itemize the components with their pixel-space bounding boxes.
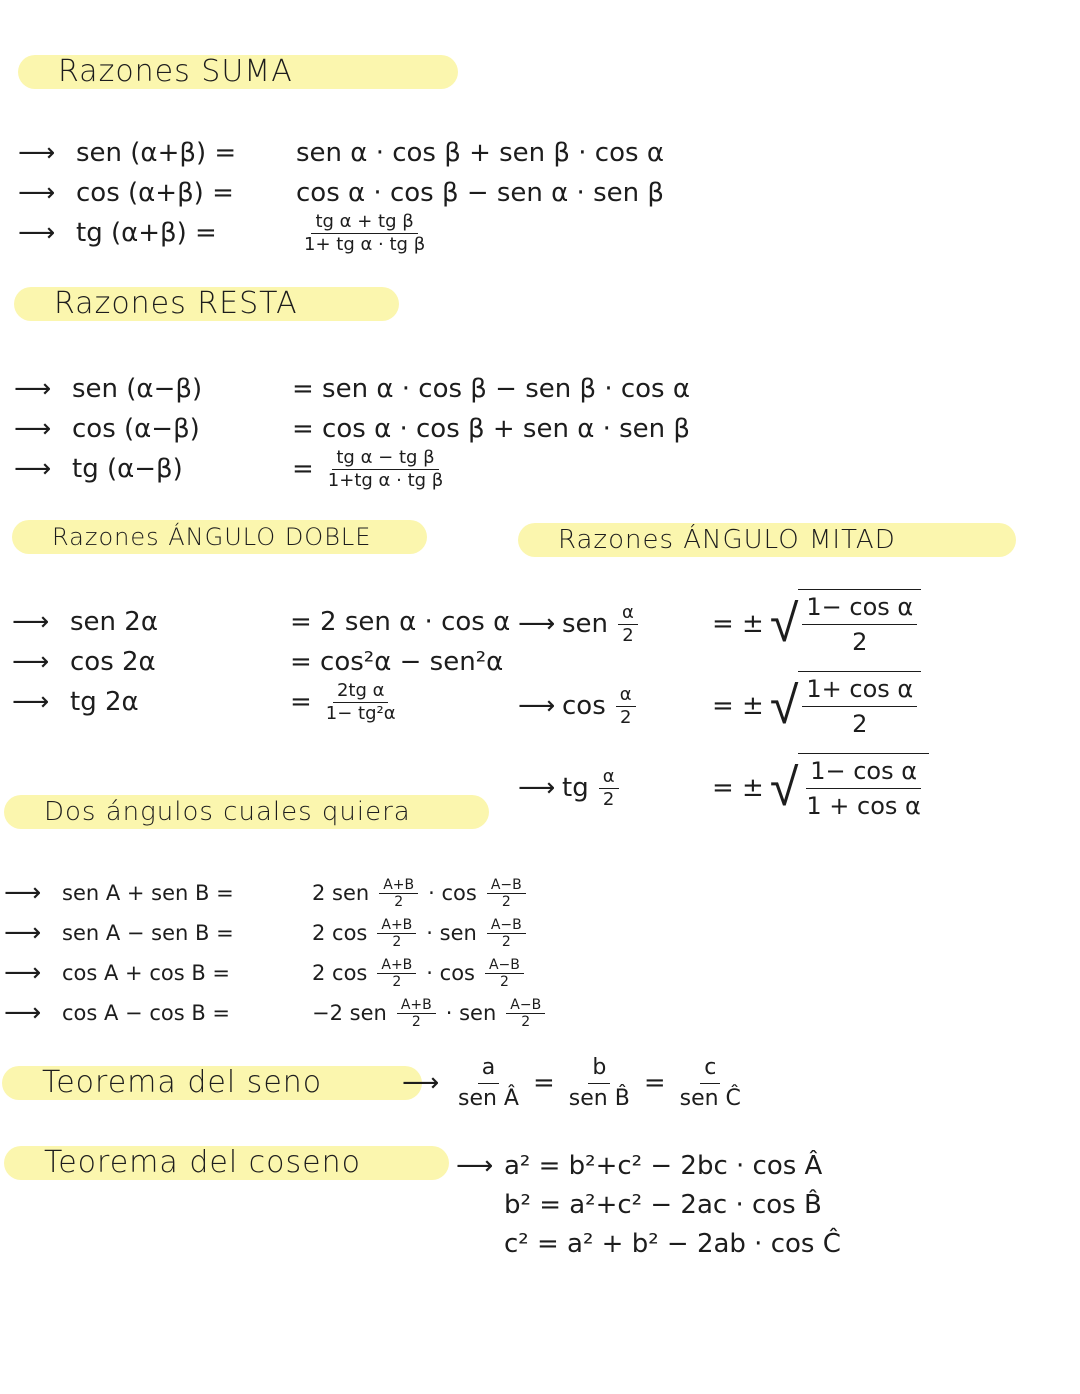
formula-text: 2 cos [312, 921, 368, 945]
arrow-icon: ⟶ [4, 998, 42, 1028]
formula-lhs [72, 454, 292, 484]
arrow-icon: ⟶ [4, 958, 42, 988]
formula-list [402, 1048, 749, 1118]
denominator: 2 [394, 893, 404, 910]
formula-row [456, 1146, 841, 1185]
fraction [802, 590, 917, 659]
formula-text: cos 2α [70, 647, 156, 677]
formula-text: = sen α · cos β − sen β · cos α [292, 374, 691, 404]
formula-rhs [312, 997, 549, 1030]
formula-lhs [72, 374, 292, 404]
numerator: 1− cos α [806, 754, 921, 789]
formula-row [12, 679, 510, 724]
formula-text: · cos [426, 961, 475, 985]
formula-text: = ± [712, 691, 764, 721]
formula-list [18, 133, 664, 253]
formula-rhs [712, 753, 929, 823]
fraction [599, 766, 619, 811]
formula-text: · sen [426, 921, 477, 945]
numerator: A−B [487, 877, 526, 894]
formula-text: sen (α−β) [72, 374, 203, 404]
formula-row [18, 210, 664, 255]
denominator: 2 [501, 893, 511, 910]
formula-lhs [62, 961, 312, 985]
denominator: 2 [622, 624, 634, 646]
formula-text: = [290, 687, 312, 717]
formula-row [14, 446, 690, 491]
formula-list [456, 1146, 841, 1263]
fraction [485, 957, 524, 990]
numerator: A−B [487, 917, 526, 934]
formula-rhs [312, 957, 528, 990]
formula-row [14, 369, 690, 409]
formula-text: 2 cos [312, 961, 368, 985]
formula-lhs [562, 684, 712, 729]
numerator: 1− cos α [802, 590, 917, 625]
formula-lhs [70, 687, 290, 717]
formula-text: cos (α+β) = [76, 178, 234, 208]
numerator: b [588, 1053, 610, 1084]
arrow-icon: ⟶ [14, 454, 52, 484]
formula-text: tg 2α [70, 687, 139, 717]
formula-rhs [296, 138, 664, 168]
radicand [798, 671, 921, 741]
arrow-icon: ⟶ [18, 218, 56, 248]
formula-lhs [62, 1001, 312, 1025]
fraction [802, 672, 917, 741]
formula-rhs [504, 1151, 822, 1181]
formula-row [518, 665, 929, 747]
denominator: 2 [521, 1013, 531, 1030]
formula-list [14, 369, 690, 489]
numerator: A+B [397, 997, 436, 1014]
formula-rhs [296, 178, 664, 208]
radical-icon: √ [769, 676, 799, 736]
formula-row [402, 1048, 749, 1118]
fraction [397, 997, 436, 1030]
formula-rhs [712, 589, 921, 659]
section-title: Teorema del coseno [4, 1146, 449, 1180]
fraction [377, 917, 416, 950]
denominator: 2 [392, 933, 402, 950]
formula-lhs [62, 921, 312, 945]
formula-row [4, 993, 549, 1033]
numerator: tg α − tg β [332, 447, 438, 470]
formula-lhs [76, 138, 296, 168]
formula-lhs [76, 218, 296, 248]
section-title: Dos ángulos cuales quiera [4, 795, 489, 829]
formula-list [518, 583, 929, 829]
numerator: α [618, 602, 638, 625]
formula-rhs [290, 647, 503, 677]
formula-row [18, 173, 664, 213]
numerator: A+B [377, 917, 416, 934]
formula-text: = [292, 454, 314, 484]
formula-text: −2 sen [312, 1001, 387, 1025]
numerator: A−B [506, 997, 545, 1014]
formula-text: sen (α+β) = [76, 138, 237, 168]
denominator: sen Ĉ [679, 1085, 741, 1111]
denominator: 2 [499, 973, 509, 990]
numerator: α [599, 766, 619, 789]
numerator: α [616, 684, 636, 707]
formula-text: a² = b²+c² − 2bc · cos Â [504, 1150, 823, 1181]
formula-lhs [62, 881, 312, 905]
formula-row [518, 747, 929, 829]
arrow-icon: ⟶ [402, 1068, 440, 1098]
formula-row [12, 642, 510, 682]
formula-text: = ± [712, 609, 764, 639]
section-title: Razones ÁNGULO DOBLE [12, 520, 427, 554]
formula-rhs [296, 211, 433, 256]
formula-row [504, 1224, 841, 1263]
radical-icon: √ [769, 594, 799, 654]
formula-row [4, 913, 549, 953]
denominator: 2 [852, 628, 868, 656]
fraction [379, 877, 418, 910]
formula-row [504, 1185, 841, 1224]
formula-text: = [532, 1068, 555, 1098]
numerator: tg α + tg β [311, 211, 417, 234]
formula-rhs [290, 607, 510, 637]
arrow-icon: ⟶ [18, 178, 56, 208]
numerator: 2tg α [333, 680, 389, 703]
fraction [676, 1053, 745, 1114]
radical-icon: √ [769, 758, 799, 818]
section-title: Razones SUMA [18, 55, 458, 89]
arrow-icon: ⟶ [12, 647, 50, 677]
formula-text: sen 2α [70, 607, 158, 637]
formula-text: cos A − cos B = [62, 1001, 231, 1025]
formula-text: c² = a² + b² − 2ab · cos Ĉ [504, 1228, 841, 1259]
arrow-icon: ⟶ [14, 414, 52, 444]
denominator: 1 + cos α [806, 792, 921, 820]
section-title: Razones ÁNGULO MITAD [518, 523, 1016, 557]
formula-text: = cos²α − sen²α [290, 647, 504, 677]
formula-lhs [562, 602, 712, 647]
formula-text: cos (α−β) [72, 414, 200, 444]
fraction [322, 680, 400, 725]
denominator: 2 [501, 933, 511, 950]
denominator: sen Â [458, 1085, 519, 1111]
formula-rhs [290, 680, 404, 725]
formula-rhs [712, 671, 921, 741]
arrow-icon: ⟶ [518, 773, 556, 803]
numerator: a [478, 1053, 499, 1084]
formula-text: cos [562, 691, 606, 721]
formula-rhs [504, 1229, 841, 1259]
section-title: Teorema del seno [2, 1066, 422, 1100]
fraction [565, 1053, 634, 1114]
formula-text: · cos [428, 881, 477, 905]
arrow-icon: ⟶ [18, 138, 56, 168]
formula-rhs [312, 877, 530, 910]
fraction [802, 754, 924, 823]
formula-text: tg (α−β) [72, 454, 183, 484]
radicand [798, 753, 928, 823]
numerator: A−B [485, 957, 524, 974]
square-root [770, 589, 921, 659]
formula-row [18, 133, 664, 173]
arrow-icon: ⟶ [4, 878, 42, 908]
formula-text: sen A − sen B = [62, 921, 234, 945]
denominator: 2 [392, 973, 402, 990]
square-root [770, 671, 921, 741]
denominator: 1− tg²α [325, 702, 396, 724]
numerator: c [700, 1053, 720, 1084]
arrow-icon: ⟶ [456, 1150, 494, 1181]
arrow-icon: ⟶ [12, 607, 50, 637]
fraction [487, 877, 526, 910]
arrow-icon: ⟶ [4, 918, 42, 948]
denominator: 1+ tg α · tg β [304, 233, 426, 255]
formula-row [4, 953, 549, 993]
denominator: 2 [852, 710, 868, 738]
formula-lhs [76, 178, 296, 208]
formula-text: = ± [712, 773, 764, 803]
formula-text: = [643, 1068, 666, 1098]
square-root [770, 753, 929, 823]
arrow-icon: ⟶ [518, 609, 556, 639]
formula-text: sen [562, 609, 609, 639]
numerator: A+B [379, 877, 418, 894]
fraction [618, 602, 638, 647]
fraction [616, 684, 636, 729]
formula-text: tg [562, 773, 589, 803]
fraction [454, 1053, 523, 1114]
formula-lhs [70, 607, 290, 637]
arrow-icon: ⟶ [14, 374, 52, 404]
formula-rhs [450, 1053, 749, 1114]
formula-rhs [292, 414, 690, 444]
denominator: 1+tg α · tg β [327, 469, 444, 491]
formula-list [4, 873, 549, 1033]
formula-text: = cos α · cos β + sen α · sen β [292, 414, 691, 444]
denominator: sen B̂ [568, 1085, 630, 1111]
formula-text: · sen [445, 1001, 497, 1025]
formula-lhs [70, 647, 290, 677]
formula-text: = 2 sen α · cos α [290, 607, 511, 637]
fraction [487, 917, 526, 950]
formula-lhs [562, 766, 712, 811]
denominator: 2 [619, 706, 632, 728]
section-title: Razones RESTA [14, 287, 399, 321]
denominator: 2 [411, 1013, 421, 1030]
formula-text: sen A + sen B = [62, 881, 234, 905]
formula-rhs [292, 374, 690, 404]
formula-text: sen α · cos β + sen β · cos α [296, 138, 664, 168]
formula-text: tg (α+β) = [76, 218, 217, 248]
arrow-icon: ⟶ [518, 691, 556, 721]
formula-rhs [504, 1190, 822, 1220]
numerator: A+B [377, 957, 416, 974]
formula-row [12, 602, 510, 642]
numerator: 1+ cos α [802, 672, 917, 707]
formula-row [14, 409, 690, 449]
formula-row [518, 583, 929, 665]
formula-text: cos α · cos β − sen α · sen β [296, 178, 664, 208]
fraction [506, 997, 545, 1030]
formula-list [12, 602, 510, 722]
formula-lhs [72, 414, 292, 444]
formula-text: cos A + cos B = [62, 961, 231, 985]
fraction [300, 211, 429, 256]
radicand [798, 589, 921, 659]
formula-rhs [312, 917, 530, 950]
arrow-icon: ⟶ [12, 687, 50, 717]
formula-row [4, 873, 549, 913]
fraction [324, 447, 447, 492]
fraction [377, 957, 416, 990]
formula-text: 2 sen [312, 881, 370, 905]
denominator: 2 [602, 788, 615, 810]
formula-text: b² = a²+c² − 2ac · cos B̂ [504, 1189, 822, 1220]
formula-rhs [292, 447, 451, 492]
